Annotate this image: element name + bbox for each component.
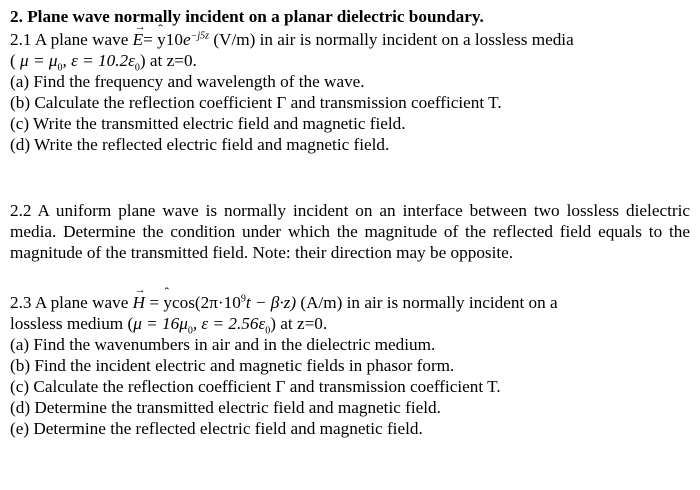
problem-2-3 [10, 292, 690, 439]
problem-2-3-statement-line1 [10, 292, 690, 313]
spacer [10, 155, 690, 178]
problem-2-1-item-d: (d) Write the reflected electric field and magnetic field. [10, 135, 390, 154]
spacer [10, 263, 690, 286]
problem-2-3-item-a: (a) Find the wavenumbers in air and in the dielectric medium. [10, 335, 436, 354]
problem-2-3-item-e: (e) Determine the reflected electric field and magnetic field. [10, 419, 423, 438]
problem-2-1-item-b: (b) Calculate the reflection coefficient Γ and transmission coefficient T. [10, 93, 502, 112]
phase-term: t − β·z) [245, 293, 297, 312]
mu-relation: μ = 16μ [133, 314, 188, 333]
equals-sign: = [145, 293, 164, 312]
medium-parameters [20, 51, 140, 74]
exponential-e: e [182, 30, 191, 49]
problem-2-1-lead: 2.1 A plane wave [10, 30, 129, 49]
equals-sign: = [143, 30, 158, 49]
problem-2-3-continuation: (A/m) in air is normally incident on a [300, 293, 558, 312]
problem-2-1-medium-line: ( $\mu = \mu_0$, $\varepsilon = 10.2\varepsilon_0$) at z=0. [10, 51, 197, 74]
unit-vector-y-hat: ˆ y [157, 29, 166, 50]
field-expression-e [133, 30, 214, 49]
spacer [10, 178, 690, 200]
problem-2-2-text: 2.2 A uniform plane wave is normally incident on an interface between two lossless dielectric media. Determine the condition under which the magnitude of the reflected field equals to the magnitude of the transmitted field. Note: their direction may be opposite. [10, 201, 690, 262]
unit-vector-y-hat: ˆ y [163, 292, 172, 313]
problem-2-1-continuation: (V/m) in air is normally incident on a lossless media [213, 30, 574, 49]
mu-subscript: 0 [187, 325, 193, 337]
cosine-term: cos(2π·10 [171, 293, 241, 312]
problem-2-1 [10, 29, 690, 155]
field-expression-h [133, 293, 301, 312]
epsilon-relation: , ε = 10.2ε [62, 51, 135, 70]
problem-2-2 [10, 200, 690, 263]
vector-e-symbol: → E [133, 29, 144, 50]
problem-2-1-item-a: (a) Find the frequency and wavelength of the wave. [10, 72, 365, 91]
problem-2-1-statement-line1 [10, 29, 690, 50]
problem-2-1-item-c: (c) Write the transmitted electric field and magnetic field. [10, 114, 406, 133]
exponent-value: −j5z [190, 30, 210, 42]
frequency-exponent: 9 [240, 293, 246, 305]
problem-2-3-item-b: (b) Find the incident electric and magnetic fields in phasor form. [10, 356, 455, 375]
medium-tail: ) at z=0. [270, 314, 328, 333]
mu-relation: μ = μ [20, 51, 58, 70]
section-title: 2. Plane wave normally incident on a planar dielectric boundary. [10, 7, 484, 26]
mu-subscript: 0 [57, 62, 63, 74]
vector-h-symbol: → H [133, 292, 145, 313]
medium-tail: ) at z=0. [139, 51, 197, 70]
epsilon-subscript: 0 [265, 325, 271, 337]
problem-2-3-item-d: (d) Determine the transmitted electric field and magnetic field. [10, 398, 441, 417]
epsilon-relation: , ε = 2.56ε [192, 314, 266, 333]
problem-2-3-lead: 2.3 A plane wave [10, 293, 129, 312]
amplitude-value: 10 [165, 30, 183, 49]
problem-2-3-item-c: (c) Calculate the reflection coefficient Γ and transmission coefficient T. [10, 377, 501, 396]
medium-lead: lossless medium ( [10, 314, 134, 333]
epsilon-subscript: 0 [134, 62, 140, 74]
medium-parameters [133, 314, 271, 337]
problem-2-3-medium-line [10, 313, 690, 337]
